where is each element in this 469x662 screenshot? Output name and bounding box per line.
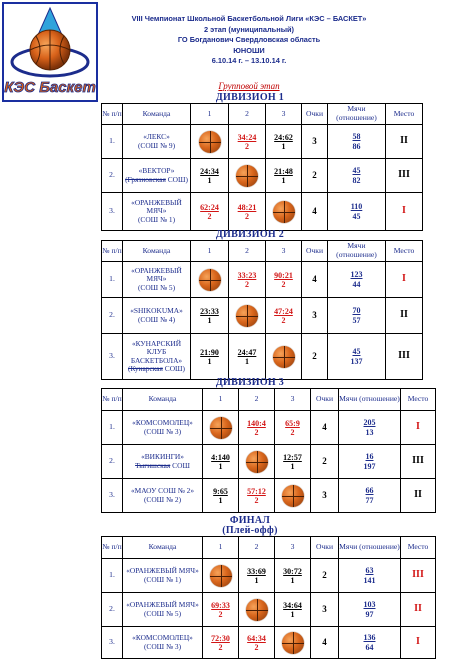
team-name-main: «ВЕКТОР»: [138, 166, 175, 176]
team-school-rest: СОШ): [164, 363, 185, 373]
game-cell-1: [191, 125, 229, 159]
table-header-row: [102, 389, 436, 411]
col-points: Очки: [311, 389, 339, 411]
col-team: Команда: [123, 241, 191, 262]
goals-scored: 66: [365, 485, 374, 495]
game-cell-2: [239, 479, 275, 513]
total-points: 3: [311, 479, 339, 513]
col-team: Команда: [123, 537, 203, 559]
game-cell-1: [203, 593, 239, 627]
goals-ratio: [339, 445, 401, 479]
game-cell-1: [191, 193, 229, 231]
logo-wordmark: КЭС Баскет: [4, 79, 96, 96]
game-points: 2: [254, 427, 259, 437]
team-school: [123, 176, 190, 184]
team-school: (СОШ № 2): [143, 494, 182, 504]
game-score: 12:57: [283, 452, 302, 462]
goals-conceded: 77: [365, 495, 374, 505]
game-cell-1: [203, 479, 239, 513]
game-cell-3: [275, 445, 311, 479]
final-title: ФИНАЛ: [229, 515, 271, 526]
game-cell-2: [229, 334, 266, 380]
team-name-main: «ВИКИНГИ»: [141, 452, 184, 462]
col-place: Место: [386, 104, 423, 125]
goals-ratio: [328, 159, 386, 193]
game-points: 1: [207, 315, 212, 325]
game-cell-3: [266, 298, 302, 334]
table-header-row: [102, 104, 423, 125]
game-score: 21:48: [274, 166, 293, 176]
place-value: I: [401, 411, 436, 445]
team-name: [123, 479, 203, 513]
team-name: [123, 298, 191, 334]
basketball-icon: [282, 485, 304, 507]
total-points: 2: [302, 159, 328, 193]
group-stage-label: Групповой этап: [218, 81, 280, 91]
table-header-row: [102, 241, 423, 262]
col-game-2: 2: [239, 389, 275, 411]
basketball-icon: [273, 201, 295, 223]
place-value: II: [401, 479, 436, 513]
col-place: Место: [401, 389, 436, 411]
col-num: № п/п: [102, 104, 123, 125]
col-goals: Мячи (отношение): [328, 104, 386, 125]
goals-ratio: [339, 479, 401, 513]
basketball-icon: [246, 599, 268, 621]
team-name-main: «КОМСОМОЛЕЦ»: [132, 633, 193, 643]
game-points: 1: [281, 141, 286, 151]
game-score: 24:47: [237, 347, 257, 357]
game-score: 23:33: [200, 306, 219, 316]
team-name-main: «КОМСОМОЛЕЦ»: [132, 418, 193, 428]
row-number: 3.: [102, 193, 123, 231]
team-name-main: «ЛЕКС»: [143, 132, 170, 142]
row-number: 3.: [102, 334, 123, 380]
logo-graphic: [4, 4, 96, 100]
team-name: [123, 627, 203, 659]
game-cell-3: [275, 411, 311, 445]
game-score: 24:34: [200, 166, 219, 176]
location: ГО Богданович Свердловская область: [177, 35, 321, 44]
game-points: 1: [207, 175, 212, 185]
goals-conceded: 82: [352, 175, 361, 185]
team-name: [123, 159, 191, 193]
goals-scored: 63: [365, 565, 374, 575]
game-points: 1: [290, 575, 295, 585]
game-points: 1: [254, 575, 259, 585]
final-subtitle: (Плей-офф): [222, 525, 278, 536]
goals-scored: 123: [350, 269, 363, 279]
game-score: 9:65: [213, 486, 228, 496]
table-row: [102, 411, 436, 445]
team-school: (СОШ № 5): [137, 282, 176, 292]
game-cell-1: [203, 627, 239, 659]
table-row: [102, 193, 423, 231]
team-name: [123, 411, 203, 445]
division-1-title: ДИВИЗИОН 1: [215, 92, 285, 103]
game-cell-2: [239, 627, 275, 659]
team-school: (СОШ № 5): [143, 608, 182, 618]
team-school-struck: Тыгишская: [135, 460, 171, 470]
goals-ratio: [339, 593, 401, 627]
team-school: [123, 365, 190, 373]
row-number: 2.: [102, 593, 123, 627]
col-goals: Мячи (отношение): [339, 537, 401, 559]
col-game-1: 1: [191, 104, 229, 125]
game-cell-3: [266, 334, 302, 380]
col-points: Очки: [302, 241, 328, 262]
place-value: I: [401, 627, 436, 659]
col-game-2: 2: [229, 104, 266, 125]
goals-ratio: [339, 559, 401, 593]
team-name-main: «МАОУ СОШ № 2»: [130, 486, 195, 496]
team-name-main: «ОРАНЖЕВЫЙ МЯЧ»: [126, 566, 199, 576]
game-points: 2: [218, 609, 223, 619]
game-score: 48:21: [237, 202, 257, 212]
division-2-table: [101, 240, 423, 380]
goals-scored: 110: [350, 201, 363, 211]
col-game-3: 3: [275, 537, 311, 559]
game-cell-1: [203, 559, 239, 593]
game-points: 1: [290, 461, 295, 471]
team-name: [123, 593, 203, 627]
goals-ratio: [328, 262, 386, 298]
game-score: 140:4: [247, 418, 266, 428]
total-points: 3: [302, 125, 328, 159]
team-name-main: «SHIKOKUMA»: [130, 306, 183, 316]
table-row: [102, 479, 436, 513]
game-cell-1: [191, 159, 229, 193]
goals-conceded: 64: [365, 642, 374, 652]
basketball-icon: [210, 565, 232, 587]
championship-title: VIII Чемпионат Школьной Баскетбольной Лиги «КЭС – БАСКЕТ»: [131, 14, 367, 23]
total-points: 4: [311, 411, 339, 445]
total-points: 2: [311, 445, 339, 479]
game-cell-1: [203, 445, 239, 479]
game-cell-2: [239, 445, 275, 479]
game-score: 24:62: [274, 132, 293, 142]
game-score: 69:33: [211, 600, 230, 610]
total-points: 4: [302, 193, 328, 231]
team-school: [123, 462, 202, 470]
team-name: [123, 125, 191, 159]
division-1-table: [101, 103, 423, 231]
row-number: 1.: [102, 411, 123, 445]
basketball-icon: [199, 131, 221, 153]
game-points: 2: [207, 211, 212, 221]
col-points: Очки: [302, 104, 328, 125]
col-team: Команда: [123, 104, 191, 125]
col-game-3: 3: [266, 241, 302, 262]
game-score: 90:21: [274, 270, 293, 280]
team-school: (СОШ № 4): [137, 314, 176, 324]
game-score: 65:9: [285, 418, 300, 428]
game-cell-3: [266, 193, 302, 231]
place-value: I: [386, 193, 423, 231]
team-school: (СОШ № 9): [137, 140, 176, 150]
dates: 6.10.14 г. – 13.10.14 г.: [211, 56, 287, 65]
goals-scored: 205: [363, 417, 376, 427]
goals-scored: 16: [365, 451, 374, 461]
place-value: III: [386, 159, 423, 193]
division-3-table: [101, 388, 436, 513]
goals-conceded: 44: [352, 279, 361, 289]
goals-scored: 45: [352, 346, 361, 356]
col-place: Место: [401, 537, 436, 559]
game-points: 2: [254, 495, 259, 505]
table-row: [102, 334, 423, 380]
table-row: [102, 593, 436, 627]
place-value: II: [401, 593, 436, 627]
col-game-2: 2: [239, 537, 275, 559]
division-2-title: ДИВИЗИОН 2: [215, 229, 285, 240]
game-score: 33:69: [247, 566, 266, 576]
table-row: [102, 445, 436, 479]
col-team: Команда: [123, 389, 203, 411]
team-school: (СОШ № 1): [143, 574, 182, 584]
game-cell-3: [275, 559, 311, 593]
goals-ratio: [328, 193, 386, 231]
table-row: [102, 627, 436, 659]
col-game-1: 1: [203, 389, 239, 411]
game-points: 2: [218, 642, 223, 652]
team-name-main: «ОРАНЖЕВЫЙ МЯЧ»: [131, 197, 182, 216]
game-score: 72:30: [211, 633, 230, 643]
goals-conceded: 57: [352, 315, 361, 325]
game-cell-2: [229, 298, 266, 334]
team-school-struck: (Кунарская: [128, 363, 163, 373]
total-points: 3: [302, 298, 328, 334]
basketball-icon: [236, 165, 258, 187]
basketball-icon: [210, 417, 232, 439]
col-game-1: 1: [191, 241, 229, 262]
table-row: [102, 559, 436, 593]
game-points: 1: [245, 356, 249, 366]
row-number: 2.: [102, 298, 123, 334]
col-num: № п/п: [102, 389, 123, 411]
game-score: 62:24: [200, 202, 219, 212]
place-value: I: [386, 262, 423, 298]
place-value: III: [401, 445, 436, 479]
col-game-2: 2: [229, 241, 266, 262]
game-cell-2: [229, 159, 266, 193]
game-points: 2: [281, 315, 286, 325]
goals-conceded: 86: [352, 141, 361, 151]
game-score: 64:34: [247, 633, 266, 643]
game-cell-1: [203, 411, 239, 445]
col-game-3: 3: [266, 104, 302, 125]
team-name: [123, 193, 191, 231]
game-points: 2: [245, 279, 249, 289]
game-score: 4:140: [211, 452, 230, 462]
row-number: 3.: [102, 627, 123, 659]
team-school: (СОШ № 3): [143, 426, 182, 436]
game-points: 1: [207, 356, 212, 366]
total-points: 4: [302, 262, 328, 298]
basketball-icon: [199, 269, 221, 291]
game-cell-1: [191, 262, 229, 298]
row-number: 1.: [102, 125, 123, 159]
place-value: II: [386, 125, 423, 159]
game-points: 1: [218, 495, 223, 505]
goals-conceded: 137: [350, 356, 363, 366]
team-school-struck: (Грязновская: [125, 174, 166, 184]
row-number: 1.: [102, 559, 123, 593]
game-cell-1: [191, 334, 229, 380]
basketball-icon: [246, 451, 268, 473]
goals-conceded: 141: [363, 575, 376, 585]
game-cell-2: [229, 125, 266, 159]
place-value: III: [401, 559, 436, 593]
row-number: 3.: [102, 479, 123, 513]
goals-ratio: [339, 411, 401, 445]
game-points: 1: [218, 461, 223, 471]
game-score: 30:72: [283, 566, 302, 576]
row-number: 2.: [102, 445, 123, 479]
goals-scored: 45: [352, 165, 361, 175]
game-score: 57:12: [247, 486, 266, 496]
total-points: 4: [311, 627, 339, 659]
team-name: [123, 445, 203, 479]
table-header-row: [102, 537, 436, 559]
kes-basket-logo: [2, 2, 98, 102]
total-points: 3: [311, 593, 339, 627]
col-place: Место: [386, 241, 423, 262]
game-cell-3: [266, 159, 302, 193]
game-cell-3: [266, 262, 302, 298]
col-num: № п/п: [102, 537, 123, 559]
col-goals: Мячи (отношение): [339, 389, 401, 411]
game-cell-2: [239, 411, 275, 445]
game-cell-2: [229, 262, 266, 298]
basketball-icon: [282, 632, 304, 654]
goals-ratio: [339, 627, 401, 659]
goals-ratio: [328, 125, 386, 159]
game-cell-1: [191, 298, 229, 334]
game-cell-3: [275, 593, 311, 627]
table-row: [102, 159, 423, 193]
basketball-icon: [273, 346, 295, 368]
team-school: (СОШ № 1): [137, 214, 176, 224]
table-row: [102, 262, 423, 298]
team-school-rest: СОШ: [172, 460, 190, 470]
game-points: 2: [245, 141, 249, 151]
place-value: III: [386, 334, 423, 380]
team-name: [123, 559, 203, 593]
team-name-main: «КУНАРСКИЙ КЛУБ БАСКЕТБОЛА»: [130, 338, 183, 365]
game-cell-3: [275, 627, 311, 659]
game-cell-3: [275, 479, 311, 513]
game-cell-3: [266, 125, 302, 159]
game-score: 21:90: [200, 347, 219, 357]
game-cell-2: [239, 593, 275, 627]
col-game-3: 3: [275, 389, 311, 411]
game-points: 2: [290, 427, 295, 437]
team-name-main: «ОРАНЖЕВЫЙ МЯЧ»: [131, 265, 182, 284]
game-score: 34:64: [283, 600, 302, 610]
team-name: [123, 334, 191, 380]
goals-conceded: 97: [365, 609, 374, 619]
game-score: 34:24: [237, 132, 257, 142]
row-number: 1.: [102, 262, 123, 298]
game-points: 1: [290, 609, 295, 619]
col-game-1: 1: [203, 537, 239, 559]
goals-scored: 136: [363, 632, 376, 642]
game-score: 33:23: [237, 270, 257, 280]
game-points: 2: [254, 642, 259, 652]
stage-name: 2 этап (муниципальный): [203, 24, 295, 34]
goals-conceded: 13: [365, 427, 374, 437]
goals-conceded: 197: [363, 461, 376, 471]
game-points: 2: [281, 279, 286, 289]
total-points: 2: [302, 334, 328, 380]
goals-scored: 70: [352, 305, 361, 315]
category: ЮНОШИ: [233, 45, 265, 55]
goals-conceded: 45: [352, 211, 361, 221]
division-3-title: ДИВИЗИОН 3: [215, 377, 285, 388]
col-num: № п/п: [102, 241, 123, 262]
game-cell-2: [229, 193, 266, 231]
game-points: 1: [281, 175, 286, 185]
game-cell-2: [239, 559, 275, 593]
goals-scored: 103: [363, 599, 376, 609]
game-score: 47:24: [274, 306, 293, 316]
total-points: 2: [311, 559, 339, 593]
col-goals: Мячи (отношение): [328, 241, 386, 262]
header-block: [96, 14, 402, 67]
goals-scored: 58: [352, 131, 361, 141]
place-value: II: [386, 298, 423, 334]
game-points: 2: [245, 211, 249, 221]
table-row: [102, 298, 423, 334]
goals-ratio: [328, 298, 386, 334]
team-name-main: «ОРАНЖЕВЫЙ МЯЧ»: [126, 600, 199, 610]
row-number: 2.: [102, 159, 123, 193]
col-points: Очки: [311, 537, 339, 559]
team-name: [123, 262, 191, 298]
table-row: [102, 125, 423, 159]
basketball-icon: [236, 305, 258, 327]
final-table: [101, 536, 436, 659]
team-school: (СОШ № 3): [143, 641, 182, 651]
team-school-rest: СОШ): [167, 174, 188, 184]
goals-ratio: [328, 334, 386, 380]
